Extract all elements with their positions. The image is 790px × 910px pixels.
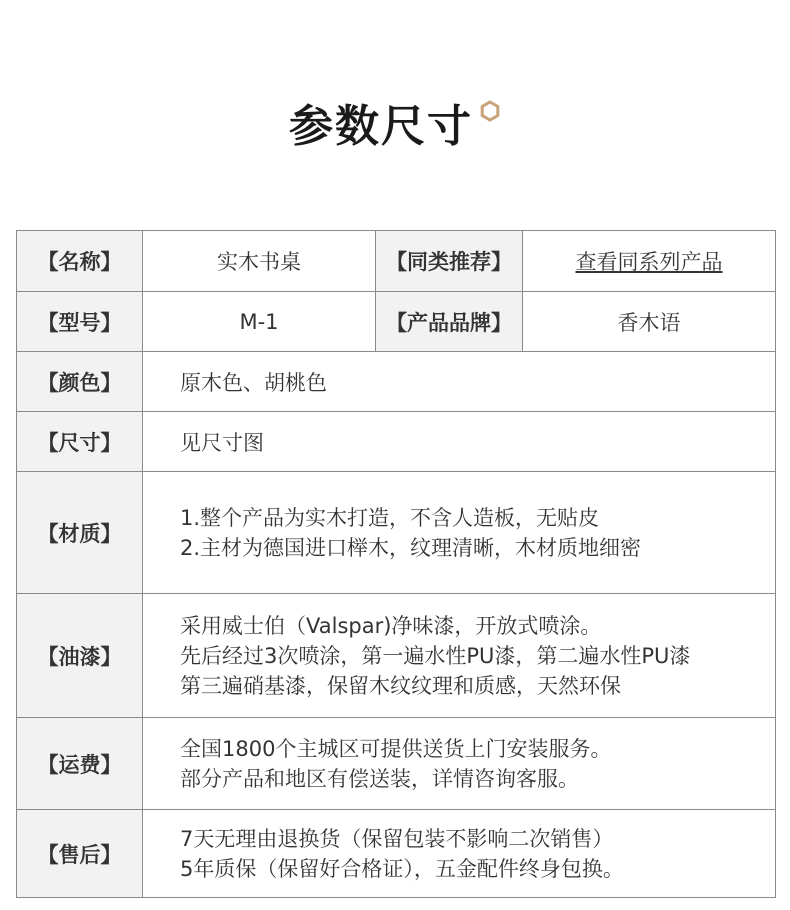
paint-value (143, 594, 775, 717)
shipping-value (143, 718, 775, 809)
brand-value: 香木语 (617, 310, 681, 335)
spec-row-after-sales (17, 809, 775, 897)
model-label: 【型号】 (17, 292, 143, 351)
paint-line: 第三遍硝基漆，保留木纹纹理和质感，天然环保 (180, 673, 621, 698)
material-label: 【材质】 (17, 472, 143, 593)
after-sales-line: 5年质保（保留好合格证），五金配件终身包换。 (180, 856, 624, 881)
color-value: 原木色、胡桃色 (180, 370, 327, 395)
spec-table (16, 230, 776, 898)
after-sales-line: 7天无理由退换货（保留包装不影响二次销售） (180, 826, 614, 851)
similar-label: 【同类推荐】 (376, 231, 523, 291)
view-series-link[interactable]: 查看同系列产品 (575, 250, 723, 274)
name-label: 【名称】 (17, 231, 143, 291)
size-label: 【尺寸】 (17, 412, 143, 471)
similar-link-cell (523, 231, 775, 291)
material-line: 1.整个产品为实木打造，不含人造板，无贴皮 (180, 505, 600, 530)
color-label: 【颜色】 (17, 352, 143, 411)
spec-row-model (17, 291, 775, 351)
brand-label: 【产品品牌】 (376, 292, 523, 351)
paint-line: 先后经过3次喷涂，第一遍水性PU漆，第二遍水性PU漆 (180, 643, 691, 668)
spec-row-paint (17, 593, 775, 717)
page-title: 参数尺寸 (289, 101, 473, 152)
spec-row-color (17, 351, 775, 411)
after-sales-label: 【售后】 (17, 810, 143, 897)
material-line: 2.主材为德国进口榉木，纹理清晰，木材质地细密 (180, 535, 642, 560)
size-value: 见尺寸图 (180, 430, 264, 455)
name-value: 实木书桌 (143, 231, 376, 291)
model-value: M-1 (143, 292, 376, 351)
spec-row-shipping (17, 717, 775, 809)
shipping-label: 【运费】 (17, 718, 143, 809)
shipping-line: 全国1800个主城区可提供送货上门安装服务。 (180, 736, 612, 761)
spec-row-material (17, 471, 775, 593)
hexagon-outline-icon (479, 100, 501, 122)
after-sales-value (143, 810, 775, 897)
shipping-line: 部分产品和地区有偿送装，详情咨询客服。 (180, 766, 579, 791)
title-section (0, 92, 790, 162)
paint-label: 【油漆】 (17, 594, 143, 717)
spec-row-size (17, 411, 775, 471)
spec-row-name (17, 231, 775, 291)
material-value (143, 472, 775, 593)
paint-line: 采用威士伯（Valspar)净味漆，开放式喷涂。 (180, 613, 602, 638)
